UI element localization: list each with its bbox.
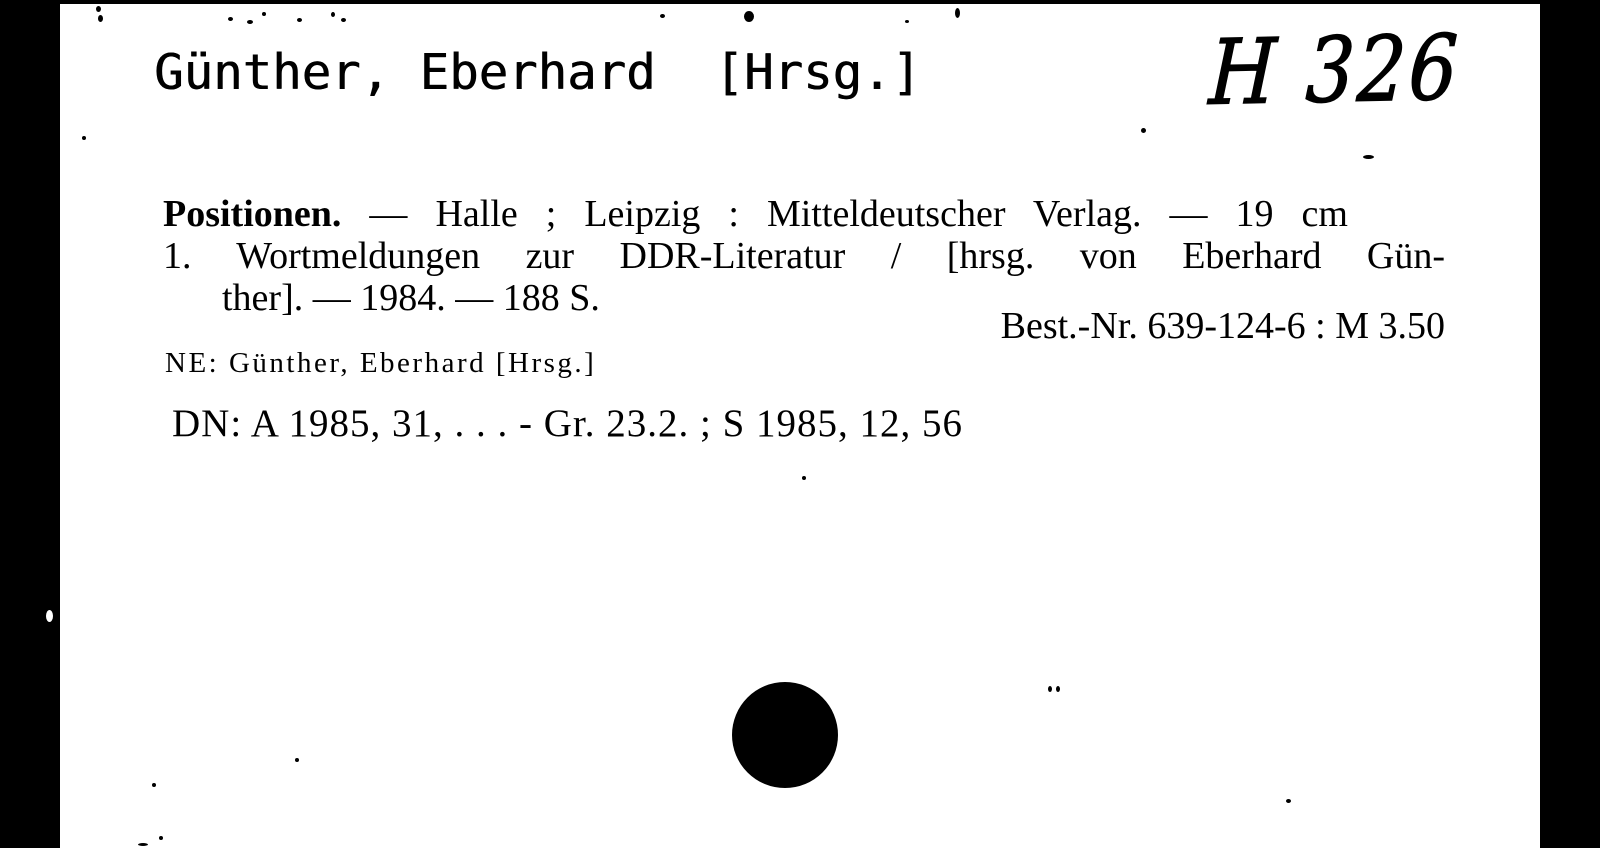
speckle	[955, 8, 960, 18]
ne-reference-line: NE: Günther, Eberhard [Hrsg.]	[165, 347, 597, 379]
speckle	[98, 15, 103, 22]
imprint-text: — Halle ; Leipzig : Mitteldeutscher Verlag. — 19 cm	[341, 193, 1348, 235]
author-heading: Günther, Eberhard [Hrsg.]	[154, 44, 922, 101]
title-text: Positionen.	[163, 193, 342, 235]
speckle	[660, 14, 665, 18]
speckle	[295, 758, 299, 762]
speckle	[1363, 155, 1374, 159]
volume-line-continuation: ther]. — 1984. — 188 S.	[222, 277, 600, 319]
speckle	[159, 836, 163, 840]
speckle	[341, 18, 346, 22]
speckle	[802, 476, 806, 480]
speckle	[297, 18, 302, 22]
speckle	[247, 20, 253, 24]
speckle	[744, 11, 754, 22]
volume-line: 1. Wortmeldungen zur DDR-Literatur / [hrsg. von Eberhard Gün-	[163, 235, 1445, 277]
speckle	[46, 610, 53, 622]
punch-hole	[732, 682, 838, 788]
speckle	[1286, 799, 1291, 803]
imprint-line	[163, 193, 1348, 235]
speckle	[96, 6, 101, 12]
speckle	[1141, 128, 1146, 133]
speckle	[262, 12, 266, 16]
speckle	[152, 783, 156, 787]
dn-reference-line: DN: A 1985, 31, . . . - Gr. 23.2. ; S 1985, 12, 56	[172, 402, 964, 445]
bibliographic-entry	[163, 193, 1445, 319]
speckle	[82, 136, 86, 140]
speckle	[1056, 686, 1060, 692]
speckle	[331, 12, 335, 17]
speckle	[1048, 686, 1052, 692]
speckle	[905, 20, 909, 23]
order-number-line: Best.-Nr. 639-124-6 : M 3.50	[1000, 305, 1445, 347]
shelf-mark-handwritten: H 326	[1207, 14, 1463, 126]
speckle	[228, 17, 233, 21]
speckle	[138, 843, 148, 846]
